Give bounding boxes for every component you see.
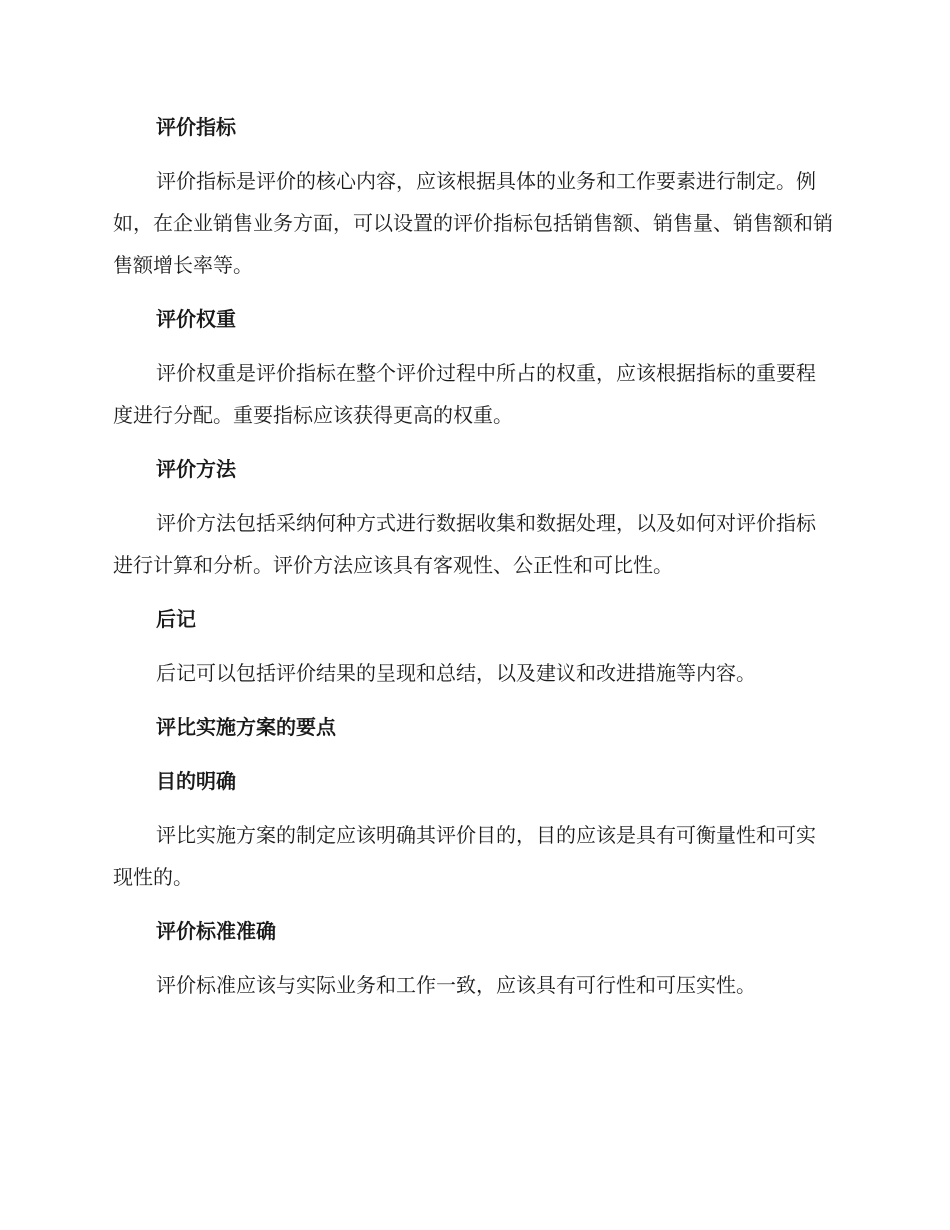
section-heading: 评价权重: [156, 307, 236, 331]
section-paragraph: 评价标准应该与实际业务和工作一致，应该具有可行性和可压实性。: [156, 973, 756, 997]
section-heading: 后记: [156, 607, 196, 631]
section-heading: 评价方法: [156, 457, 236, 481]
section-paragraph: 评价权重是评价指标在整个评价过程中所占的权重，应该根据指标的重要程度进行分配。重要指标应该获得更高的权重。: [113, 361, 816, 427]
section-paragraph: 评价方法包括采纳何种方式进行数据收集和数据处理，以及如何对评价指标进行计算和分析。评价方法应该具有客观性、公正性和可比性。: [113, 511, 816, 577]
section-heading: 目的明确: [156, 769, 236, 793]
section-heading: 评价指标: [156, 115, 236, 139]
section-heading: 评价标准准确: [156, 919, 276, 943]
section-paragraph: 后记可以包括评价结果的呈现和总结，以及建议和改进措施等内容。: [156, 661, 756, 685]
section-paragraph: 评比实施方案的制定应该明确其评价目的，目的应该是具有可衡量性和可实现性的。: [113, 823, 816, 889]
section-paragraph: 评价指标是评价的核心内容，应该根据具体的业务和工作要素进行制定。例如，在企业销售业务方面，可以设置的评价指标包括销售额、销售量、销售额和销售额增长率等。: [113, 169, 833, 277]
document-body: [113, 106, 833, 1006]
section-heading: 评比实施方案的要点: [156, 715, 336, 739]
